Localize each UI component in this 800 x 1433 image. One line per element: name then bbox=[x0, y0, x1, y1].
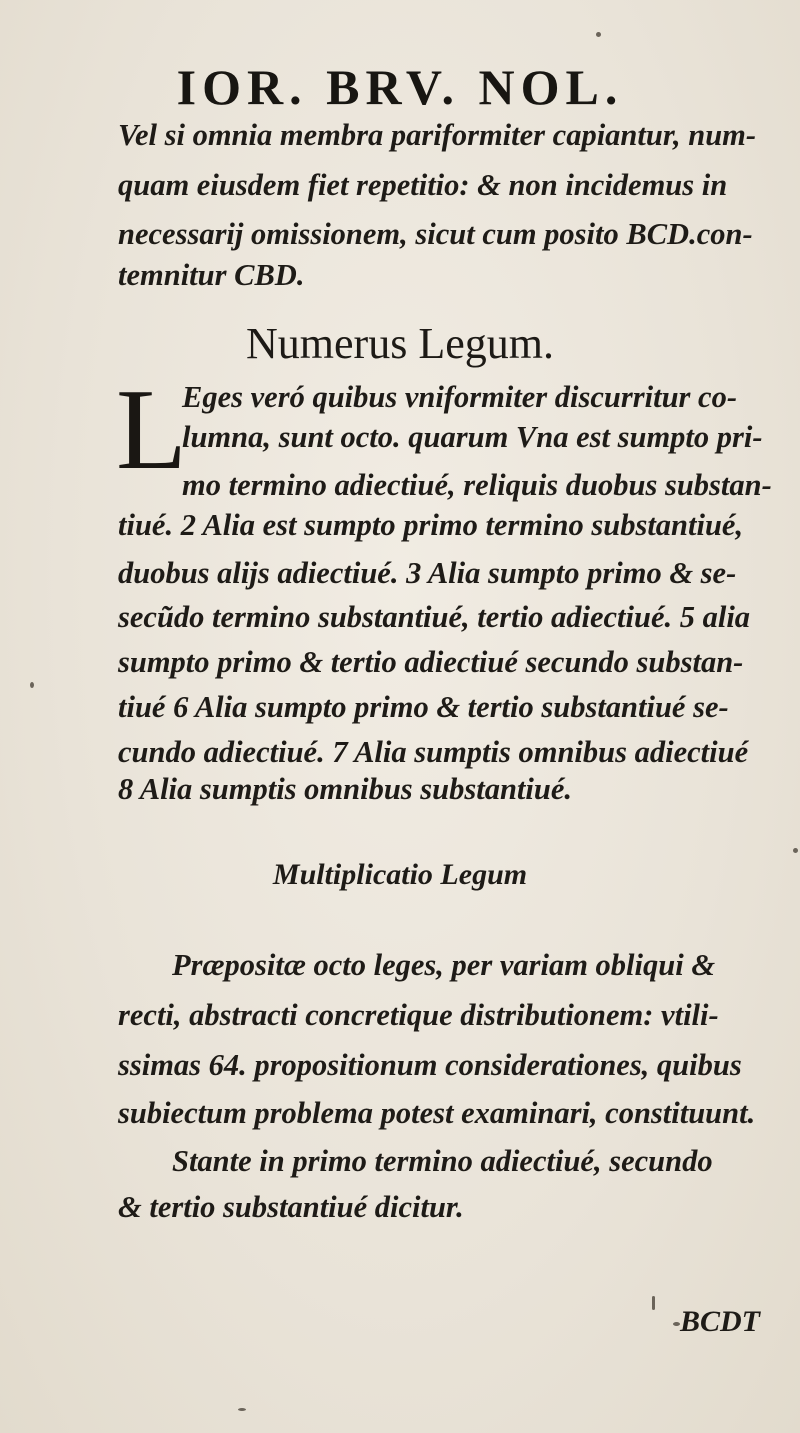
paper-speck bbox=[793, 848, 798, 853]
paper-speck bbox=[673, 1322, 680, 1326]
paragraph2-line-4: tiué. 2 Alia est sumpto primo termino substantiué, bbox=[118, 508, 744, 542]
paper-speck bbox=[652, 1296, 655, 1310]
paragraph2-line-10: 8 Alia sumptis omnibus substantiué. bbox=[118, 772, 572, 806]
paragraph3-line-6: & tertio substantiué dicitur. bbox=[118, 1190, 464, 1224]
paragraph2-line-1: Eges veró quibus vniformiter discurritur co- bbox=[182, 380, 737, 414]
paragraph1-line-2: quam eiusdem fiet repetitio: & non incidemus in bbox=[118, 168, 728, 202]
paragraph2-line-7: sumpto primo & tertio adiectiué secundo substan- bbox=[118, 645, 744, 679]
paper-speck bbox=[30, 682, 34, 688]
section-heading: Numerus Legum. bbox=[246, 319, 554, 368]
paragraph1-line-4: temnitur CBD. bbox=[118, 258, 305, 292]
paragraph2-line-3: mo termino adiectiué, reliquis duobus substan- bbox=[182, 468, 772, 502]
subheading: Multiplicatio Legum bbox=[272, 858, 528, 891]
paragraph3-line-2: recti, abstracti concretique distributionem: vtili- bbox=[118, 998, 719, 1032]
paragraph3-line-5: Stante in primo termino adiectiué, secundo bbox=[172, 1144, 713, 1178]
paragraph2-line-6: secũdo termino substantiué, tertio adiectiué. 5 alia bbox=[118, 600, 751, 634]
paragraph1-line-3: necessarij omissionem, sicut cum posito BCD.con- bbox=[118, 217, 753, 251]
paragraph3-line-1: Præpositæ octo leges, per variam obliqui & bbox=[172, 948, 716, 982]
paper-speck bbox=[596, 32, 601, 37]
running-head: IOR. BRV. NOL. bbox=[176, 59, 624, 115]
paragraph2-line-5: duobus alijs adiectiué. 3 Alia sumpto primo & se- bbox=[118, 556, 737, 590]
paragraph2-line-9: cundo adiectiué. 7 Alia sumptis omnibus adiectiué bbox=[118, 735, 749, 769]
drop-cap: L bbox=[116, 366, 187, 494]
paragraph2-line-8: tiué 6 Alia sumpto primo & tertio substantiué se- bbox=[118, 690, 729, 724]
catchword: BCDT bbox=[680, 1305, 761, 1338]
paper-speck bbox=[238, 1408, 246, 1411]
paragraph1-line-1: Vel si omnia membra pariformiter capiantur, num- bbox=[118, 118, 757, 152]
paragraph2-line-2: lumna, sunt octo. quarum Vna est sumpto pri- bbox=[182, 420, 763, 454]
paragraph3-line-3: ssimas 64. propositionum considerationes, quibus bbox=[118, 1048, 742, 1082]
paragraph3-line-4: subiectum problema potest examinari, constituunt. bbox=[118, 1096, 756, 1130]
